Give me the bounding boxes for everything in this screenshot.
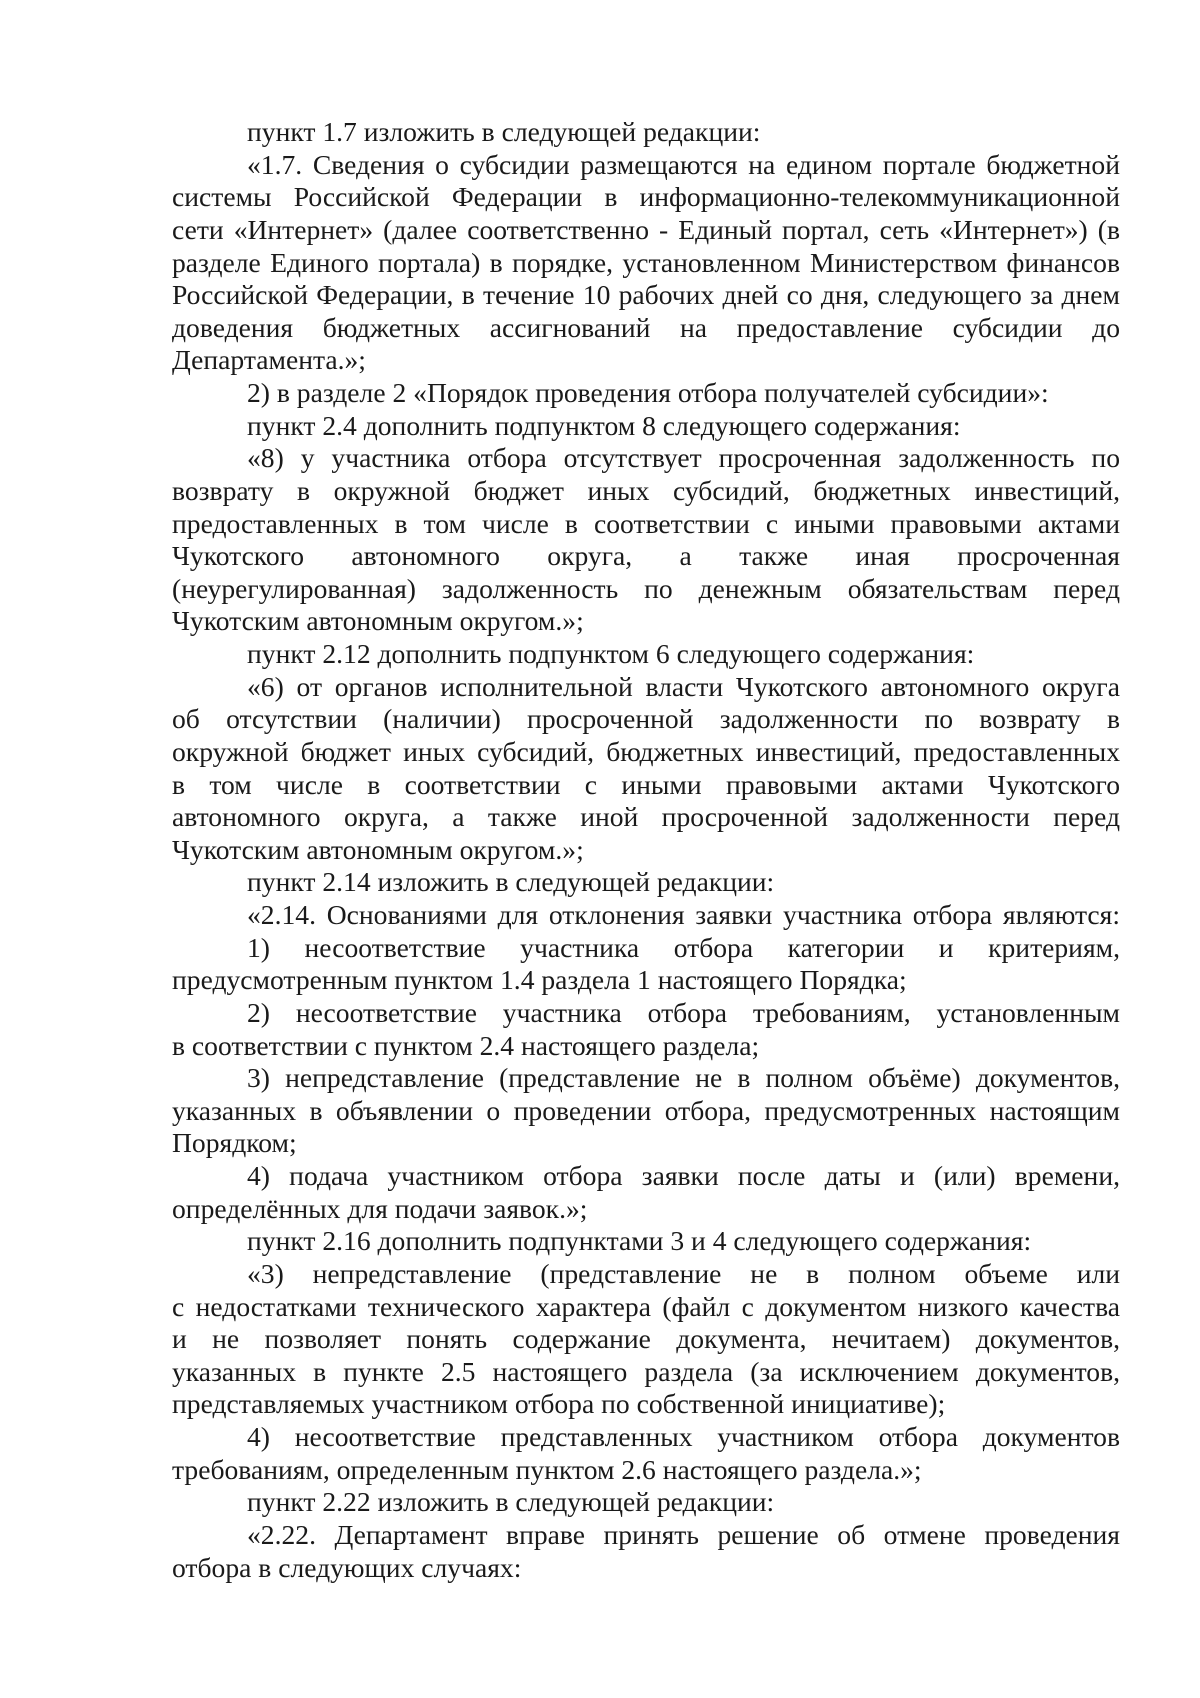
text-line: «2.14. Основаниями для отклонения заявки участника отбора являются: [247,899,1120,930]
text-line: предоставленных в том числе в соответствии с иными правовыми актами [172,507,1120,539]
text-line: Чукотским автономным округом.»; [172,833,584,865]
document-body [172,116,1120,1584]
text-line: определённых для подачи заявок.»; [172,1192,588,1224]
text-line: указанных в объявлении о проведении отбора, предусмотренных настоящим [172,1094,1120,1126]
text-line: Порядком; [172,1127,297,1159]
text-line: в том числе в соответствии с иными правовыми актами Чукотского [172,768,1120,800]
text-line: об отсутствии (наличии) просроченной задолженности по возврату в [172,703,1120,735]
text-line: возврату в окружной бюджет иных субсидий, бюджетных инвестиций, [172,474,1120,506]
text-line: пункт 2.14 изложить в следующей редакции: [247,866,775,898]
text-line: пункт 1.7 изложить в следующей редакции: [247,116,761,147]
text-line: пункт 2.4 дополнить подпунктом 8 следующего содержания: [247,409,961,441]
text-line: Чукотского автономного округа, а также иная просроченная [172,540,1120,572]
text-line: и не позволяет понять содержание документа, нечитаем) документов, [172,1323,1120,1355]
text-line: 3) непредставление (представление не в полном объёме) документов, [247,1062,1120,1094]
text-line: (неурегулированная) задолженность по денежным обязательствам перед [172,572,1120,604]
text-line: «6) от органов исполнительной власти Чукотского автономного округа [247,670,1120,702]
text-line: «2.22. Департамент вправе принять решение об отмене проведения [247,1518,1120,1550]
text-line: в соответствии с пунктом 2.4 настоящего раздела; [172,1029,760,1061]
text-line: пункт 2.12 дополнить подпунктом 6 следующего содержания: [247,638,975,669]
text-line: «3) непредставление (представление не в полном объеме или [247,1257,1120,1289]
text-line: доведения бюджетных ассигнований на предоставление субсидии до [172,311,1120,343]
text-line: отбора в следующих случаях: [172,1551,522,1583]
text-line: 4) подача участником отбора заявки после даты и (или) времени, [247,1160,1120,1191]
text-line: 4) несоответствие представленных участником отбора документов [247,1421,1120,1452]
text-line: «1.7. Сведения о субсидии размещаются на едином портале бюджетной [247,148,1120,180]
text-line: пункт 2.22 изложить в следующей редакции: [247,1486,775,1518]
text-line: с недостатками технического характера (файл с документом низкого качества [172,1290,1120,1322]
text-line: 2) несоответствие участника отбора требованиям, установленным [247,996,1120,1028]
text-line: предусмотренным пунктом 1.4 раздела 1 настоящего Порядка; [172,964,907,996]
text-line: представляемых участником отбора по собственной инициативе); [172,1388,946,1420]
text-line: 2) в разделе 2 «Порядок проведения отбора получателей субсидии»: [247,377,1049,408]
text-line: указанных в пункте 2.5 настоящего раздела (за исключением документов, [172,1355,1120,1387]
text-line: Департамента.»; [172,344,366,376]
text-line: разделе Единого портала) в порядке, установленном Министерством финансов [172,246,1120,278]
text-line: автономного округа, а также иной просроченной задолженности перед [172,801,1120,833]
text-line: пункт 2.16 дополнить подпунктами 3 и 4 следующего содержания: [247,1225,1032,1257]
text-line: окружной бюджет иных субсидий, бюджетных инвестиций, предоставленных [172,735,1120,767]
text-line: требованиям, определенным пунктом 2.6 настоящего раздела.»; [172,1453,922,1485]
text-line: Чукотским автономным округом.»; [172,605,584,637]
text-line: 1) несоответствие участника отбора категории и критериям, [247,931,1120,963]
text-line: сети «Интернет» (далее соответственно - Единый портал, сеть «Интернет») (в [172,213,1120,245]
text-line: системы Российской Федерации в информационно-телекоммуникационной [172,181,1120,213]
text-line: «8) у участника отбора отсутствует просроченная задолженность по [247,442,1120,474]
text-line: Российской Федерации, в течение 10 рабочих дней со дня, следующего за днем [172,279,1120,311]
